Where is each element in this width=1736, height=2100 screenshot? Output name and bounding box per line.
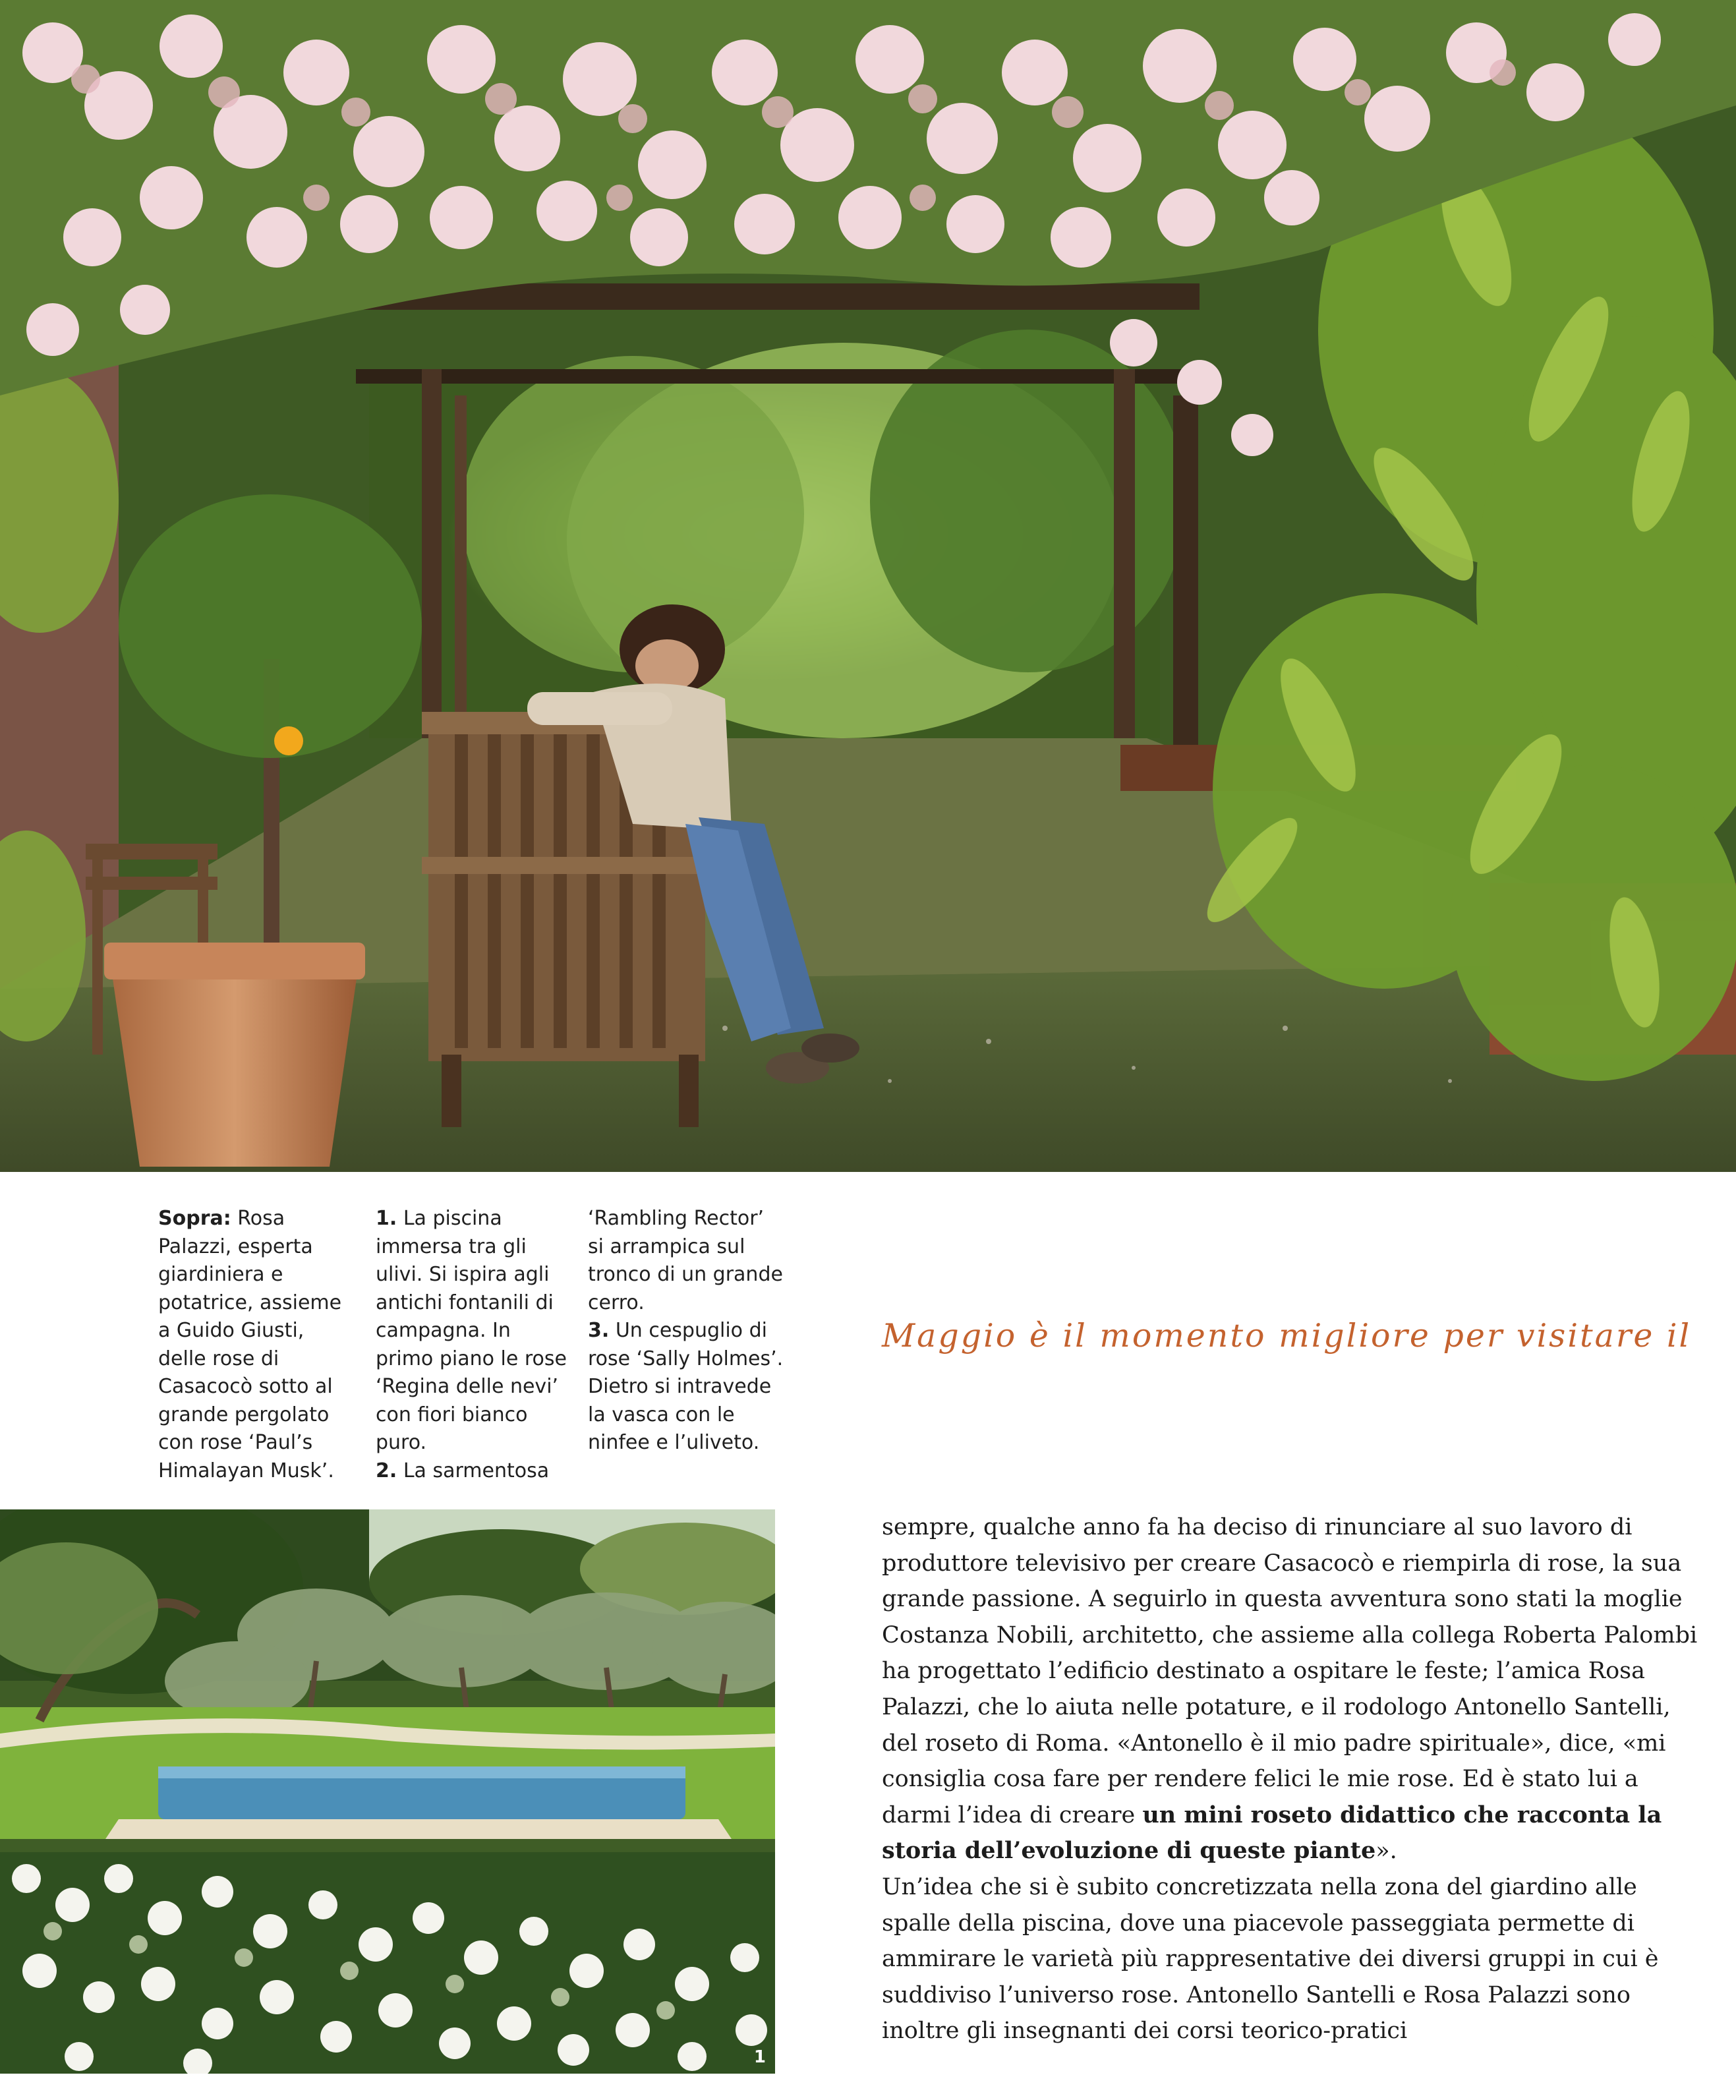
caption-1 <box>376 1205 573 1457</box>
pool-photo <box>0 1509 775 2074</box>
caption-3 <box>588 1317 786 1457</box>
caption-sopra-text: Rosa Palazzi, esperta giardiniera e potatrice, assieme a Guido Giusti, delle rose di Casacocò sotto al grande pergolato con rose ‘Paul’s Himalayan Musk’. <box>158 1207 342 1482</box>
caption-sopra <box>158 1205 353 1485</box>
body-paragraph-1 <box>882 1509 1712 1869</box>
caption-sopra-label: Sopra: <box>158 1207 231 1230</box>
caption-2-text-b: ‘Rambling Rector’ si arrampica sul tronco di un grande cerro. <box>588 1207 783 1314</box>
body-paragraph-1-text: sempre, qualche anno fa ha deciso di rinunciare al suo lavoro di produttore televisivo per creare Casacocò e riempirla di rose, la sua grande passione. A seguirlo in questa avventura sono stati la moglie Costanza Nobili, architetto, che assieme alla collega Roberta Palombi ha progettato l’edificio destinato a ospitare le feste; l’amica Rosa Palazzi, che lo aiuta nelle potature, e il rodologo Antonello Santelli, del roseto di Roma. «Antonello è il mio padre spirituale», dice, «mi consiglia cosa fare per rendere felici le mie rose. Ed è stato lui a darmi l’idea di creare <box>882 1514 1698 1828</box>
pool-illustration <box>0 1509 775 2074</box>
pull-quote: Maggio è il momento migliore per visitare il <box>882 1317 1692 1355</box>
article-body <box>882 1509 1712 2049</box>
caption-1-text: La piscina immersa tra gli ulivi. Si ispira agli antichi fontanili di campagna. In primo piano le rose ‘Regina delle nevi’ con fiori bianco puro. <box>376 1207 567 1454</box>
caption-1-number: 1. <box>376 1207 397 1230</box>
photo-number-badge: 1 <box>753 2047 766 2067</box>
body-paragraph-2-text: Un’idea che si è subito concretizzata nella zona del giardino alle spalle della piscina, dove una piacevole passeggiata permette di ammirare le varietà più rappresentative dei diversi gruppi in cui è suddiviso l’universo rose. Antonello Santelli e Rosa Palazzi sono inoltre gli insegnanti dei corsi teorico-pratici <box>882 1873 1659 2045</box>
caption-2-text-a: La sarmentosa <box>403 1459 550 1482</box>
body-paragraph-1-bold: un mini roseto didattico che racconta la storia dell’evoluzione di queste piante <box>882 1801 1662 1865</box>
body-paragraph-1-end: ». <box>1375 1838 1397 1865</box>
body-paragraph-2 <box>882 1869 1712 2049</box>
caption-2-start <box>376 1457 573 1486</box>
caption-3-text: Un cespuglio di rose ‘Sally Holmes’. Dietro si intravede la vasca con le ninfee e l’uliveto. <box>588 1319 784 1454</box>
caption-3-number: 3. <box>588 1319 610 1342</box>
caption-2-continued <box>588 1205 786 1317</box>
caption-column-2 <box>376 1205 573 1485</box>
caption-2-number: 2. <box>376 1459 397 1482</box>
caption-column-3 <box>588 1205 786 1457</box>
